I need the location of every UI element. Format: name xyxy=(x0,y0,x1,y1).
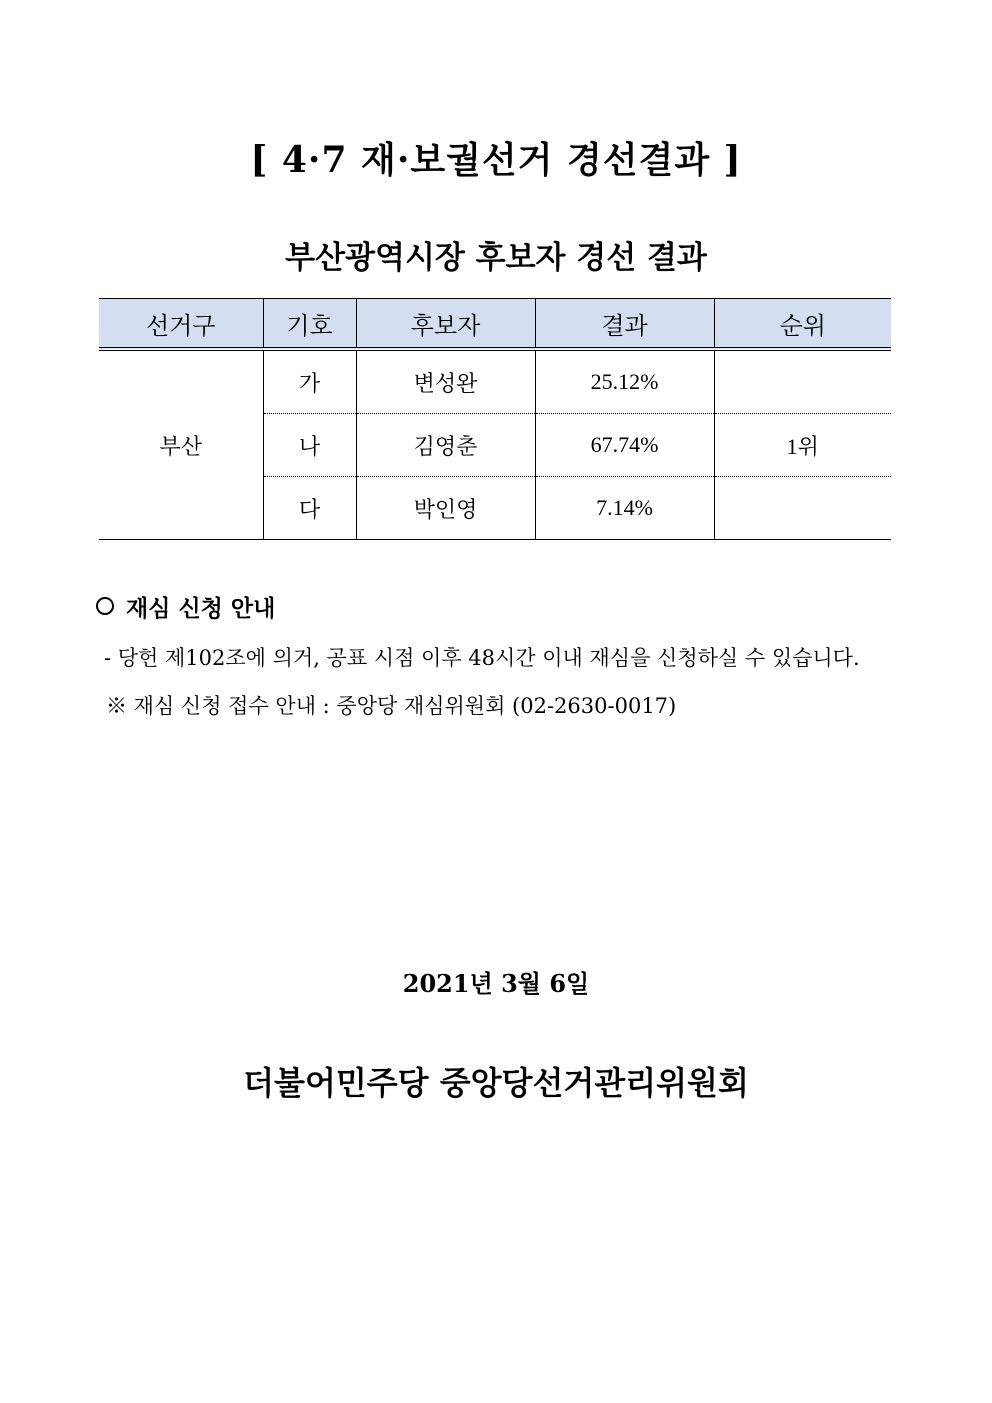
symbol-cell: 가 xyxy=(263,349,356,414)
organization-name: 더불어민주당 중앙당선거관리위원회 xyxy=(243,1064,749,1102)
table-title: 부산광역시장 후보자 경선 결과 xyxy=(285,240,707,276)
header-symbol: 기호 xyxy=(263,299,356,350)
candidate-cell: 박인영 xyxy=(356,477,535,540)
header-result: 결과 xyxy=(535,299,714,350)
rank-cell: 1위 xyxy=(714,414,891,477)
candidate-cell: 김영춘 xyxy=(356,414,535,477)
header-candidate: 후보자 xyxy=(356,299,535,350)
rank-cell-empty xyxy=(714,477,891,540)
district-cell: 부산 xyxy=(99,349,263,540)
table-header-row xyxy=(99,299,891,350)
result-cell: 67.74% xyxy=(535,414,714,477)
result-cell: 25.12% xyxy=(535,349,714,414)
contact-text: ※ 재심 신청 접수 안내 : 중앙당 재심위원회 (02-2630-0017) xyxy=(106,694,677,718)
header-district: 선거구 xyxy=(99,299,263,350)
notice-heading-text: 재심 신청 안내 xyxy=(126,596,276,622)
header-rank: 순위 xyxy=(714,299,891,350)
symbol-cell: 나 xyxy=(263,414,356,477)
notice-heading xyxy=(96,592,275,626)
table-row xyxy=(99,349,891,414)
notice-text: - 당헌 제102조에 의거, 공표 시점 이후 48시간 이내 재심을 신청하실 수 있습니다. xyxy=(104,646,860,670)
candidate-cell: 변성완 xyxy=(356,349,535,414)
results-table xyxy=(99,298,891,540)
document-title: [ 4·7 재·보궐선거 경선결과 ] xyxy=(250,139,742,181)
rank-cell-empty xyxy=(714,349,891,414)
document-date: 2021년 3월 6일 xyxy=(402,969,590,998)
circle-bullet-icon xyxy=(96,597,114,615)
result-cell: 7.14% xyxy=(535,477,714,540)
symbol-cell: 다 xyxy=(263,477,356,540)
